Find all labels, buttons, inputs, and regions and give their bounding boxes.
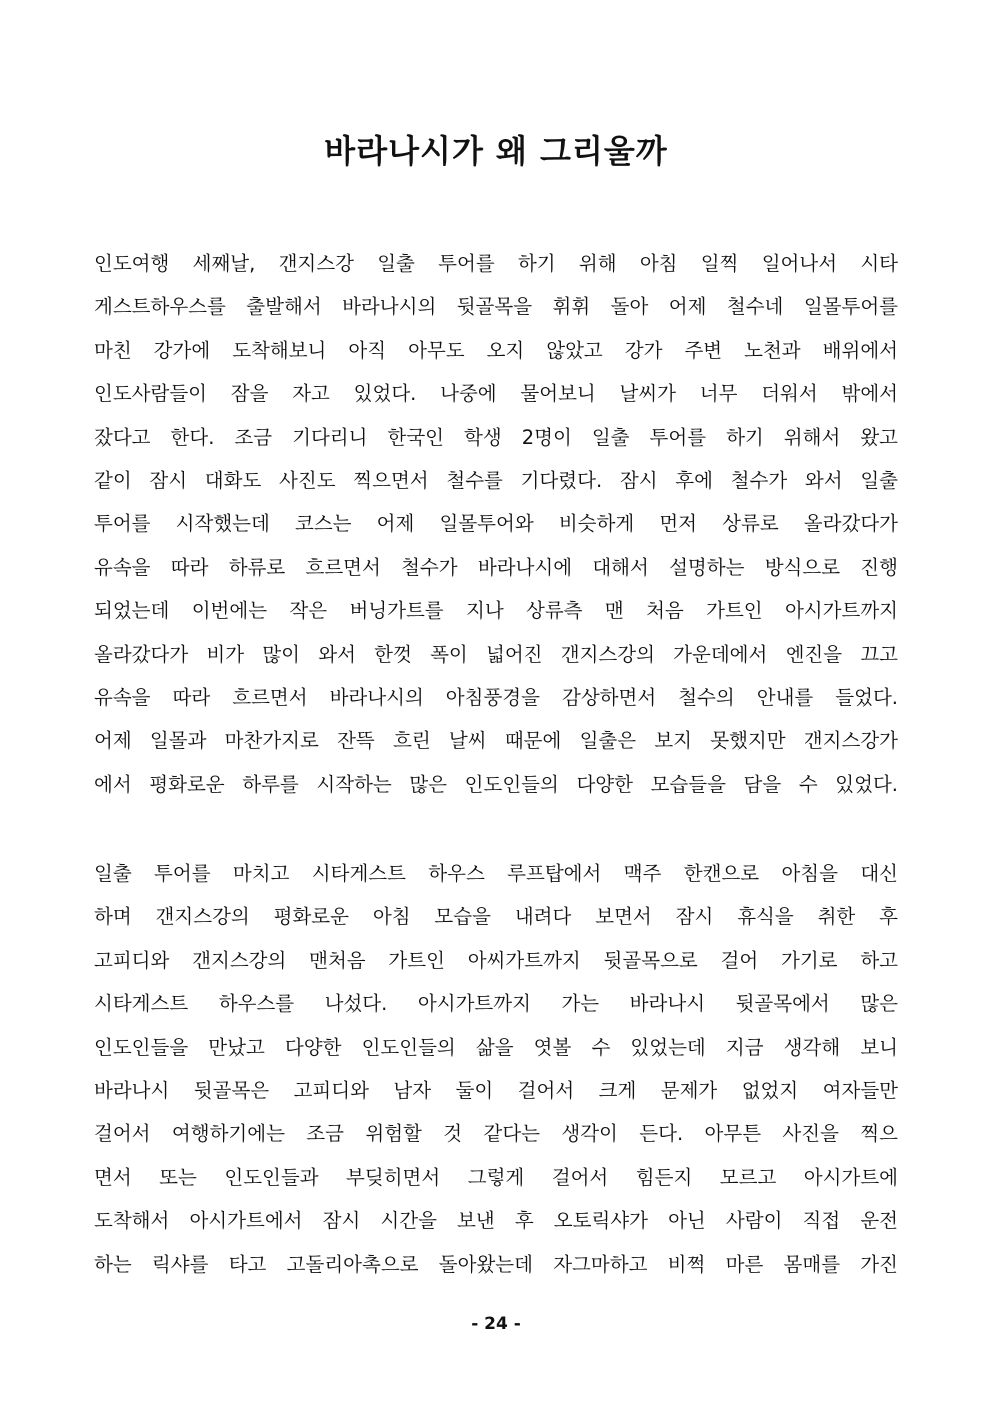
paragraph-1 [94, 242, 898, 806]
text-line: 잤다고 한다. 조금 기다리니 한국인 학생 2명이 일출 투어를 하기 위해서 왔고 [94, 425, 898, 449]
text-line: 어제 일몰과 마찬가지로 잔뜩 흐린 날씨 때문에 일출은 보지 못했지만 갠지스강가 [94, 729, 898, 753]
text-line: 인도인들을 만났고 다양한 인도인들의 삶을 엿볼 수 있었는데 지금 생각해 보니 [94, 1035, 898, 1059]
text-line: 인도여행 세째날, 갠지스강 일출 투어를 하기 위해 아침 일찍 일어나서 시타 [94, 252, 898, 275]
text-line: 같이 잠시 대화도 사진도 찍으면서 철수를 기다렸다. 잠시 후에 철수가 와서 일출 [94, 468, 898, 492]
paragraph-2 [94, 852, 898, 1286]
text-line: 면서 또는 인도인들과 부딪히면서 그렇게 걸어서 힘든지 모르고 아시가트에 [94, 1165, 898, 1189]
text-line: 되었는데 이번에는 작은 버닝가트를 지나 상류측 맨 처음 가트인 아시가트까지 [94, 599, 898, 623]
text-line: 인도사람들이 잠을 자고 있었다. 나중에 물어보니 날씨가 너무 더워서 밖에서 [94, 382, 898, 406]
text-line: 일출 투어를 마치고 시타게스트 하우스 루프탑에서 맥주 한캔으로 아침을 대신 [94, 862, 898, 885]
text-line: 하며 갠지스강의 평화로운 아침 모습을 내려다 보면서 잠시 휴식을 취한 후 [94, 905, 898, 929]
text-line: 걸어서 여행하기에는 조금 위험할 것 같다는 생각이 든다. 아무튼 사진을 찍으 [94, 1122, 898, 1146]
text-line: 에서 평화로운 하루를 시작하는 많은 인도인들의 다양한 모습들을 담을 수 있었다. [94, 772, 898, 796]
text-line: 투어를 시작했는데 코스는 어제 일몰투어와 비슷하게 먼저 상류로 올라갔다가 [94, 512, 898, 536]
text-line: 유속을 따라 흐르면서 바라나시의 아침풍경을 감상하면서 철수의 안내를 들었다. [94, 685, 898, 709]
text-line: 시타게스트 하우스를 나섰다. 아시가트까지 가는 바라나시 뒷골목에서 많은 [94, 992, 898, 1016]
text-line: 유속을 따라 하류로 흐르면서 철수가 바라나시에 대해서 설명하는 방식으로 진행 [94, 555, 898, 579]
text-line: 고피디와 갠지스강의 맨처음 가트인 아씨가트까지 뒷골목으로 걸어 가기로 하고 [94, 948, 898, 972]
text-line: 마친 강가에 도착해보니 아직 아무도 오지 않았고 강가 주변 노천과 배위에서 [94, 338, 898, 362]
text-line: 올라갔다가 비가 많이 와서 한껏 폭이 넓어진 갠지스강의 가운데에서 엔진을 끄고 [94, 642, 898, 666]
page-title: 바라나시가 왜 그리울까 [324, 132, 668, 170]
text-line: 바라나시 뒷골목은 고피디와 남자 둘이 걸어서 크게 문제가 없었지 여자들만 [94, 1078, 898, 1102]
text-line: 게스트하우스를 출발해서 바라나시의 뒷골목을 휘휘 돌아 어제 철수네 일몰투어를 [94, 295, 898, 319]
text-line: 하는 릭샤를 타고 고돌리아촉으로 돌아왔는데 자그마하고 비쩍 마른 몸매를 가진 [94, 1252, 898, 1276]
page-number: - 24 - [471, 1314, 521, 1334]
text-line: 도착해서 아시가트에서 잠시 시간을 보낸 후 오토릭샤가 아닌 사람이 직접 운전 [94, 1209, 898, 1233]
